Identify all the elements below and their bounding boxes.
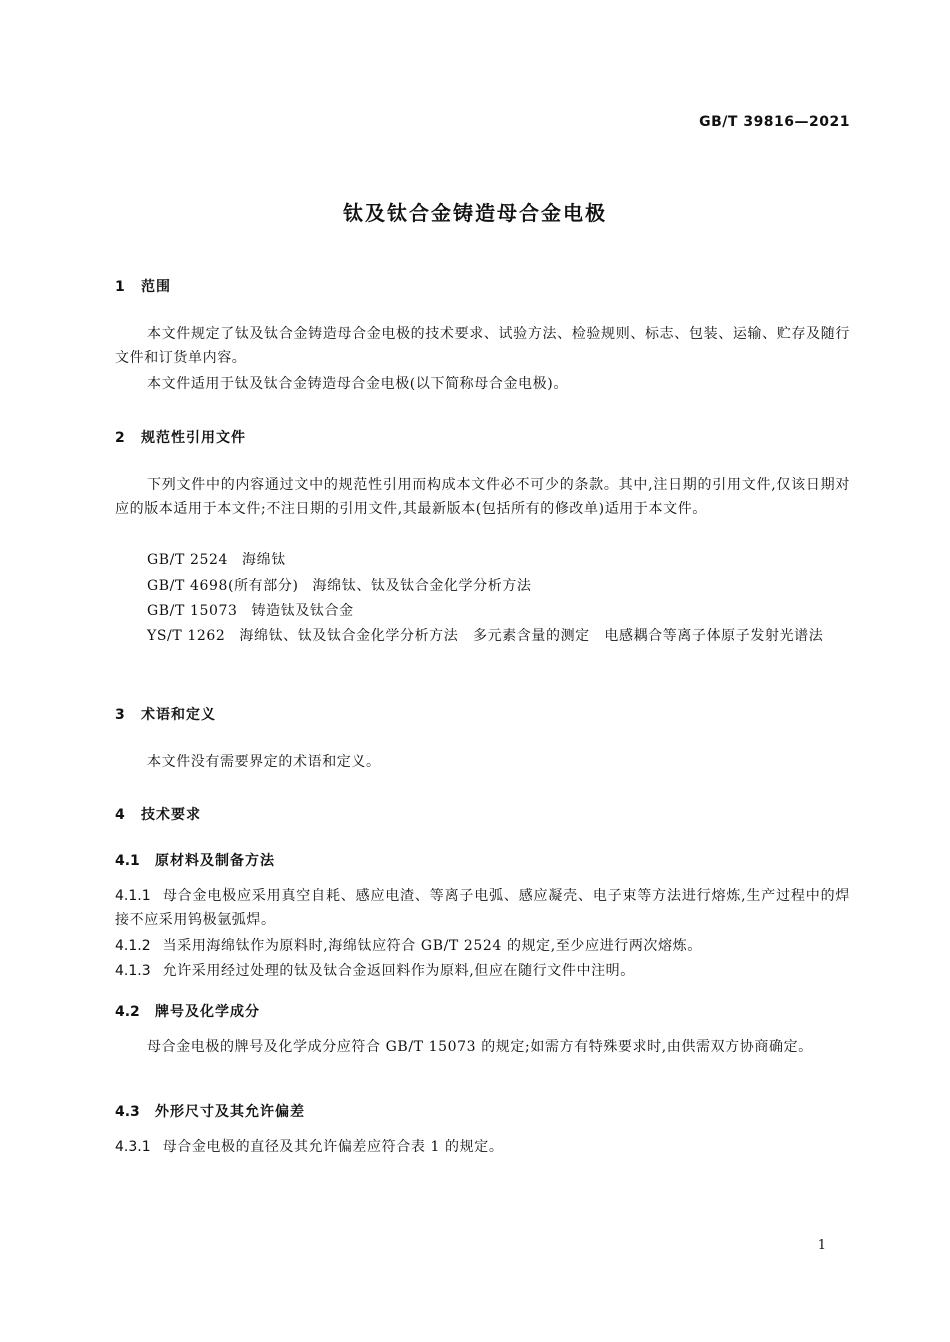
reference-code: GB/T 4698(所有部分) [147, 578, 299, 594]
clause-4-1-2 [115, 934, 850, 958]
clause-text: 母合金电极的直径及其允许偏差应符合表 1 的规定。 [162, 1139, 504, 1155]
clause-number: 4.1.2 [115, 938, 151, 954]
page-number: 1 [817, 1238, 826, 1253]
document-title: 钛及钛合金铸造母合金电极 [343, 201, 607, 225]
section-title: 范围 [141, 279, 171, 295]
section-4-3-heading [115, 1101, 305, 1121]
reference-item [147, 599, 354, 623]
standard-code: GB/T 39816—2021 [699, 114, 850, 130]
section-number: 4.1 [115, 853, 140, 869]
section-number: 4 [115, 807, 125, 823]
reference-item [115, 624, 850, 648]
section-4-1-heading [115, 850, 275, 870]
clause-number: 4.1.3 [115, 963, 151, 979]
reference-title: 海绵钛 [242, 552, 286, 568]
section-4-2-heading [115, 1001, 260, 1021]
clause-text: 母合金电极应采用真空自耗、感应电渣、等离子电弧、感应凝壳、电子束等方法进行熔炼,生产过程中的焊接不应采用钨极氩弧焊。 [115, 888, 850, 928]
clause-text: 当采用海绵钛作为原料时,海绵钛应符合 GB/T 2524 的规定,至少应进行两次熔炼。 [162, 938, 702, 954]
section-2-heading [115, 427, 246, 447]
clause-4-1-1 [115, 884, 850, 932]
section-4-heading [115, 804, 201, 824]
references-intro: 下列文件中的内容通过文中的规范性引用而构成本文件必不可少的条款。其中,注日期的引用文件,仅该日期对应的版本适用于本文件;不注日期的引用文件,其最新版本(包括所有的修改单)适用于本文件。 [115, 477, 850, 517]
clause-4-1-3 [115, 959, 850, 983]
section-number: 4.3 [115, 1104, 140, 1120]
section-title: 牌号及化学成分 [155, 1004, 260, 1020]
clause-number: 4.1.1 [115, 888, 151, 904]
section-title: 原材料及制备方法 [155, 853, 275, 869]
terms-paragraph: 本文件没有需要界定的术语和定义。 [147, 754, 381, 770]
reference-item [147, 574, 532, 598]
reference-code: YS/T 1262 [147, 628, 226, 644]
grade-composition-paragraph: 母合金电极的牌号及化学成分应符合 GB/T 15073 的规定;如需方有特殊要求时,由供需双方协商确定。 [147, 1039, 813, 1055]
section-title: 外形尺寸及其允许偏差 [155, 1104, 305, 1120]
scope-paragraph-1: 本文件规定了钛及钛合金铸造母合金电极的技术要求、试验方法、检验规则、标志、包装、运输、贮存及随行文件和订货单内容。 [115, 326, 850, 366]
section-title: 术语和定义 [141, 707, 216, 723]
clause-number: 4.3.1 [115, 1139, 151, 1155]
reference-code: GB/T 2524 [147, 552, 229, 568]
reference-code: GB/T 15073 [147, 603, 238, 619]
section-1-heading [115, 276, 171, 296]
section-title: 技术要求 [141, 807, 201, 823]
section-title: 规范性引用文件 [141, 430, 246, 446]
section-number: 2 [115, 430, 125, 446]
reference-item [147, 548, 286, 572]
scope-paragraph-2: 本文件适用于钛及钛合金铸造母合金电极(以下简称母合金电极)。 [147, 376, 568, 392]
section-number: 1 [115, 279, 125, 295]
section-number: 3 [115, 707, 125, 723]
clause-4-3-1 [115, 1135, 850, 1159]
reference-title: 海绵钛、钛及钛合金化学分析方法 多元素含量的测定 电感耦合等离子体原子发射光谱法 [239, 628, 824, 644]
section-3-heading [115, 704, 216, 724]
section-number: 4.2 [115, 1004, 140, 1020]
clause-text: 允许采用经过处理的钛及钛合金返回料作为原料,但应在随行文件中注明。 [162, 963, 635, 979]
reference-title: 铸造钛及钛合金 [251, 603, 354, 619]
reference-title: 海绵钛、钛及钛合金化学分析方法 [312, 578, 532, 594]
